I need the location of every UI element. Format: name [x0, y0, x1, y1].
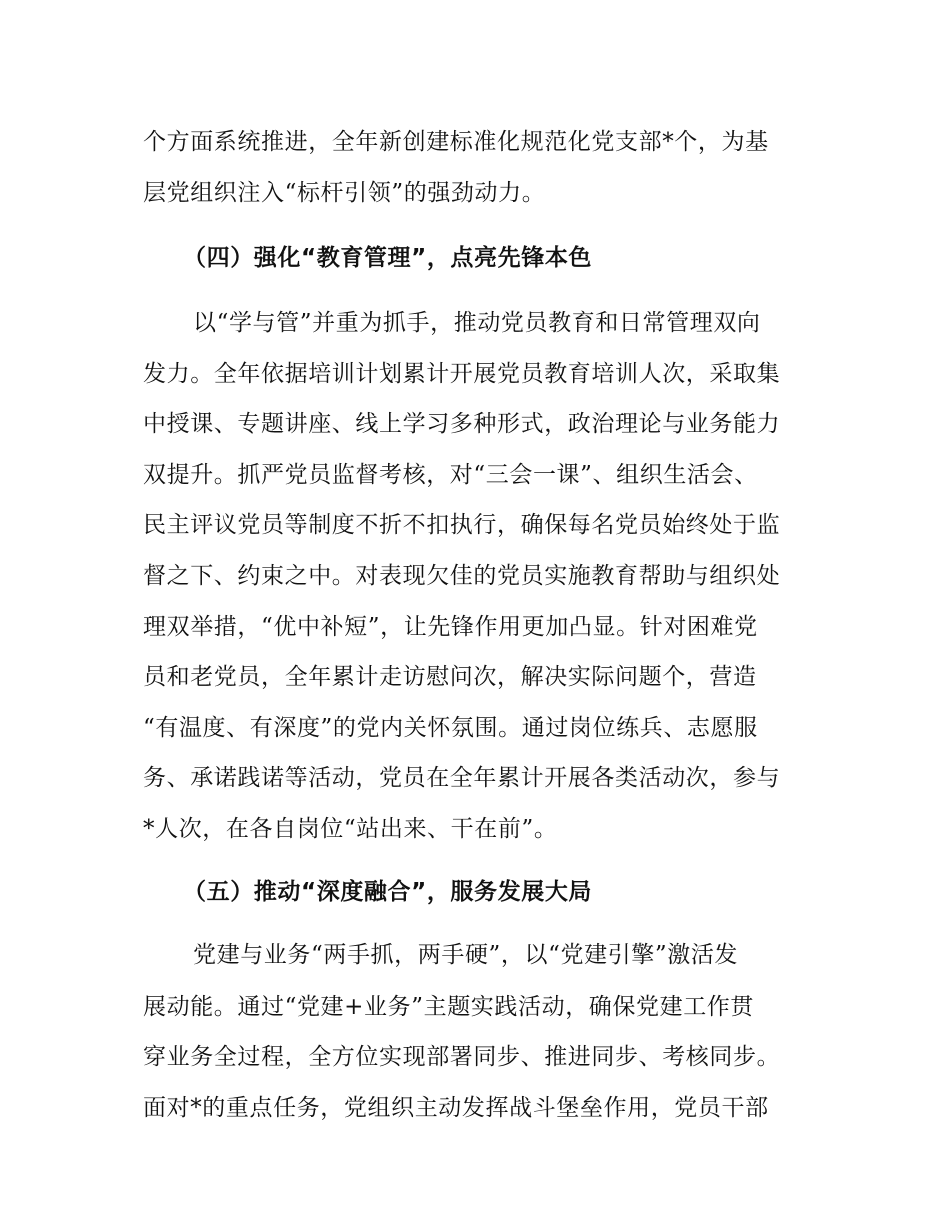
body-text-line: 中授课、专题讲座、线上学习多种形式，政治理论与业务能力 — [143, 411, 781, 437]
body-text-line: *人次，在各自岗位“站出来、干在前”。 — [143, 816, 558, 842]
body-text-line: 层党组织注入“标杆引领”的强劲动力。 — [143, 180, 546, 206]
body-text-line: 督之下、约束之中。对表现欠佳的党员实施教育帮助与组织处 — [143, 563, 781, 589]
body-text-line: 务、承诺践诺等活动，党员在全年累计开展各类活动次，参与 — [143, 765, 781, 791]
body-text-line: 发力。全年依据培训计划累计开展党员教育培训人次，采取集 — [143, 361, 781, 387]
body-text-line: 双提升。抓严党员监督考核，对“三会一课”、组织生活会、 — [143, 462, 758, 488]
body-text-line: 理双举措，“优中补短”，让先锋作用更加凸显。针对困难党 — [143, 614, 758, 640]
body-text-line: 以“学与管”并重为抓手，推动党员教育和日常管理双向 — [193, 310, 761, 336]
body-text-line: 穿业务全过程，全方位实现部署同步、推进同步、考核同步。 — [143, 1044, 781, 1070]
body-text-line: 展动能。通过“党建+业务”主题实践活动，确保党建工作贯 — [143, 994, 754, 1020]
section-heading-5: （五）推动“深度融合”，服务发展大局 — [183, 879, 593, 905]
body-text-line: 民主评议党员等制度不折不扣执行，确保每名党员始终处于监 — [143, 512, 781, 538]
body-text-line: 员和老党员，全年累计走访慰问次，解决实际问题个，营造 — [143, 664, 757, 690]
body-text-line: 个方面系统推进，全年新创建标准化规范化党支部*个，为基 — [143, 129, 769, 155]
body-text-line: “有温度、有深度”的党内关怀氛围。通过岗位练兵、志愿服 — [143, 715, 758, 741]
body-text-line: 党建与业务“两手抓，两手硬”，以“党建引擎”激活发 — [193, 942, 739, 968]
section-heading-4: （四）强化“教育管理”，点亮先锋本色 — [183, 245, 593, 271]
body-text-line: 面对*的重点任务，党组织主动发挥战斗堡垒作用，党员干部 — [143, 1095, 769, 1121]
